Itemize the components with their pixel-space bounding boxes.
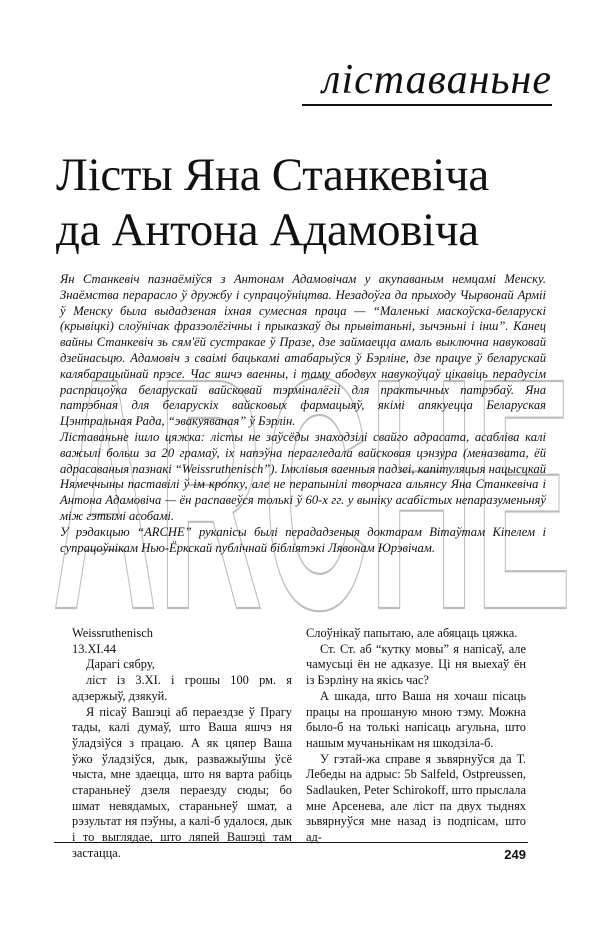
letter-column-right bbox=[306, 626, 526, 846]
intro-paragraph: У рэдакцыю “ARCHE” рукапісы былі перададзеныя доктарам Вітаўтам Кіпелем і супрацоўнікам Нью-Ёркскай публічнай бібліятэкі Лявонам Юрэвічам. bbox=[60, 524, 546, 555]
letter-paragraph: Я пісаў Вашэці аб пераездзе ў Прагу тады, калі думаў, што Ваша яшчэ ня ўладзіўся з працаю. А як цяпер Ваша ўжо ўладзіўся, дык, разважыўшы ўсё чыста, мне здаецца, што ня варта рабіць стараньнеў дзеля пераезду сюды; бо шмат невядамых, стараньнеў шмат, а рэзультат ня пэўны, а калі-б удалося, дык і то выглядае, што ляпей Вашэці там застацца. bbox=[72, 704, 292, 860]
letter-opening: ліст із 3.XI. і грошы 100 рм. я адзержыў, дзякуй. bbox=[72, 673, 292, 703]
letter-place: Weissruthenisch bbox=[72, 626, 153, 640]
letter-paragraph: У гэтай-жа справе я зьвярнуўся да Т. Лебеды на адрыс: 5b Salfeld, Ostpreussen, Sadlauken, Peter Schirokoff, што прыслала мне Арсенева, але ліст па двух тыднях зьвярнуўся мне назад із подпісам, што ад- bbox=[306, 751, 526, 845]
intro-paragraph: Ян Станкевіч пазнаёміўся з Антонам Адамовічам у акупаваным немцамі Менску. Знаёмства перарасло ў дружбу і супрацоўніцтва. Незадоўга да прыходу Чырвонай Арміі ў Менску была выдадзеная іхная сумесная праца — “Маленькі маскоўска-беларускі (крывіцкі) слоўнічак фразэолёгічны і прыказкаў ды прывітаньні, зычэньні і інш”. Канец вайны Станкевіч зь сям'ёй сустракае ў Празе, дзе займаецца амаль выключна навуковай дзейнасьцю. Адамовіч з сваімі бацькамі атабарыўся ў Бэрліне, дзе працуе ў беларускай калябарацыйнай прэсе. Час яшчэ ваенны, і таму абодвух навукоўцаў цікавіць перадусім распрацоўка беларускай вайсковай тэрміналёгіі для практычных патрэбаў. Яна патрэбная для беларускіх вайсковых фармацыяў, якімі апякуецца Беларуская Цэнтральная Рада, “эвакуяваная” ў Бэрлін. bbox=[60, 272, 546, 429]
title-line-1: Лісты Яна Станкевіча bbox=[56, 149, 489, 201]
article-title bbox=[56, 148, 576, 258]
page-number: 249 bbox=[504, 847, 526, 862]
letter-paragraph: Ст. Ст. аб “кутку мовы” я напісаў, але чамусьці ён не адказуе. Ці ня выехаў ён із Бэрліну на якісь час? bbox=[306, 641, 526, 688]
section-underline bbox=[302, 104, 552, 106]
editorial-intro bbox=[60, 272, 546, 556]
footer-rule bbox=[54, 842, 528, 843]
letter-greeting: Дарагі сябру, bbox=[86, 657, 155, 672]
letter-column-left bbox=[72, 626, 292, 862]
title-line-2: да Антона Адамовіча bbox=[56, 204, 479, 256]
letter-paragraph-continued: Слоўнікаў папытаю, але абяцаць цяжка. bbox=[306, 626, 518, 640]
letter-date: 13.XI.44 bbox=[72, 641, 117, 656]
section-heading: ліставаньне bbox=[322, 57, 552, 103]
watermark-text: ARCHE bbox=[52, 309, 572, 648]
intro-paragraph: Ліставаньне ішло цяжка: лісты не заўсёды знаходзілі свайго адрасата, асабліва калі важылі больш за 20 грамаў, іх напэўна перагледала вайсковая цэнзура (меназвата, ёй адрасаваныя пазнакі “Weissruthenisch”). Імклівыя ваенныя падзеі, капітуляцыя нацысцкай Нямеччыны паставілі ў ім кропку, але не перапынілі творчага альянсу Яна Станкевіча і Антона Адамовіча — ён распавеўся толькі ў 60-х гг. у выніку асабістых непаразуменьняў між гэтымі асобамі. bbox=[60, 429, 546, 523]
letter-paragraph: А шкада, што Ваша ня хочаш пісаць працы на прошаную мною тэму. Можна было-б на толькі напісаць агульна, што нашым мучаньнікам ня шкодзіла-б. bbox=[306, 688, 526, 750]
